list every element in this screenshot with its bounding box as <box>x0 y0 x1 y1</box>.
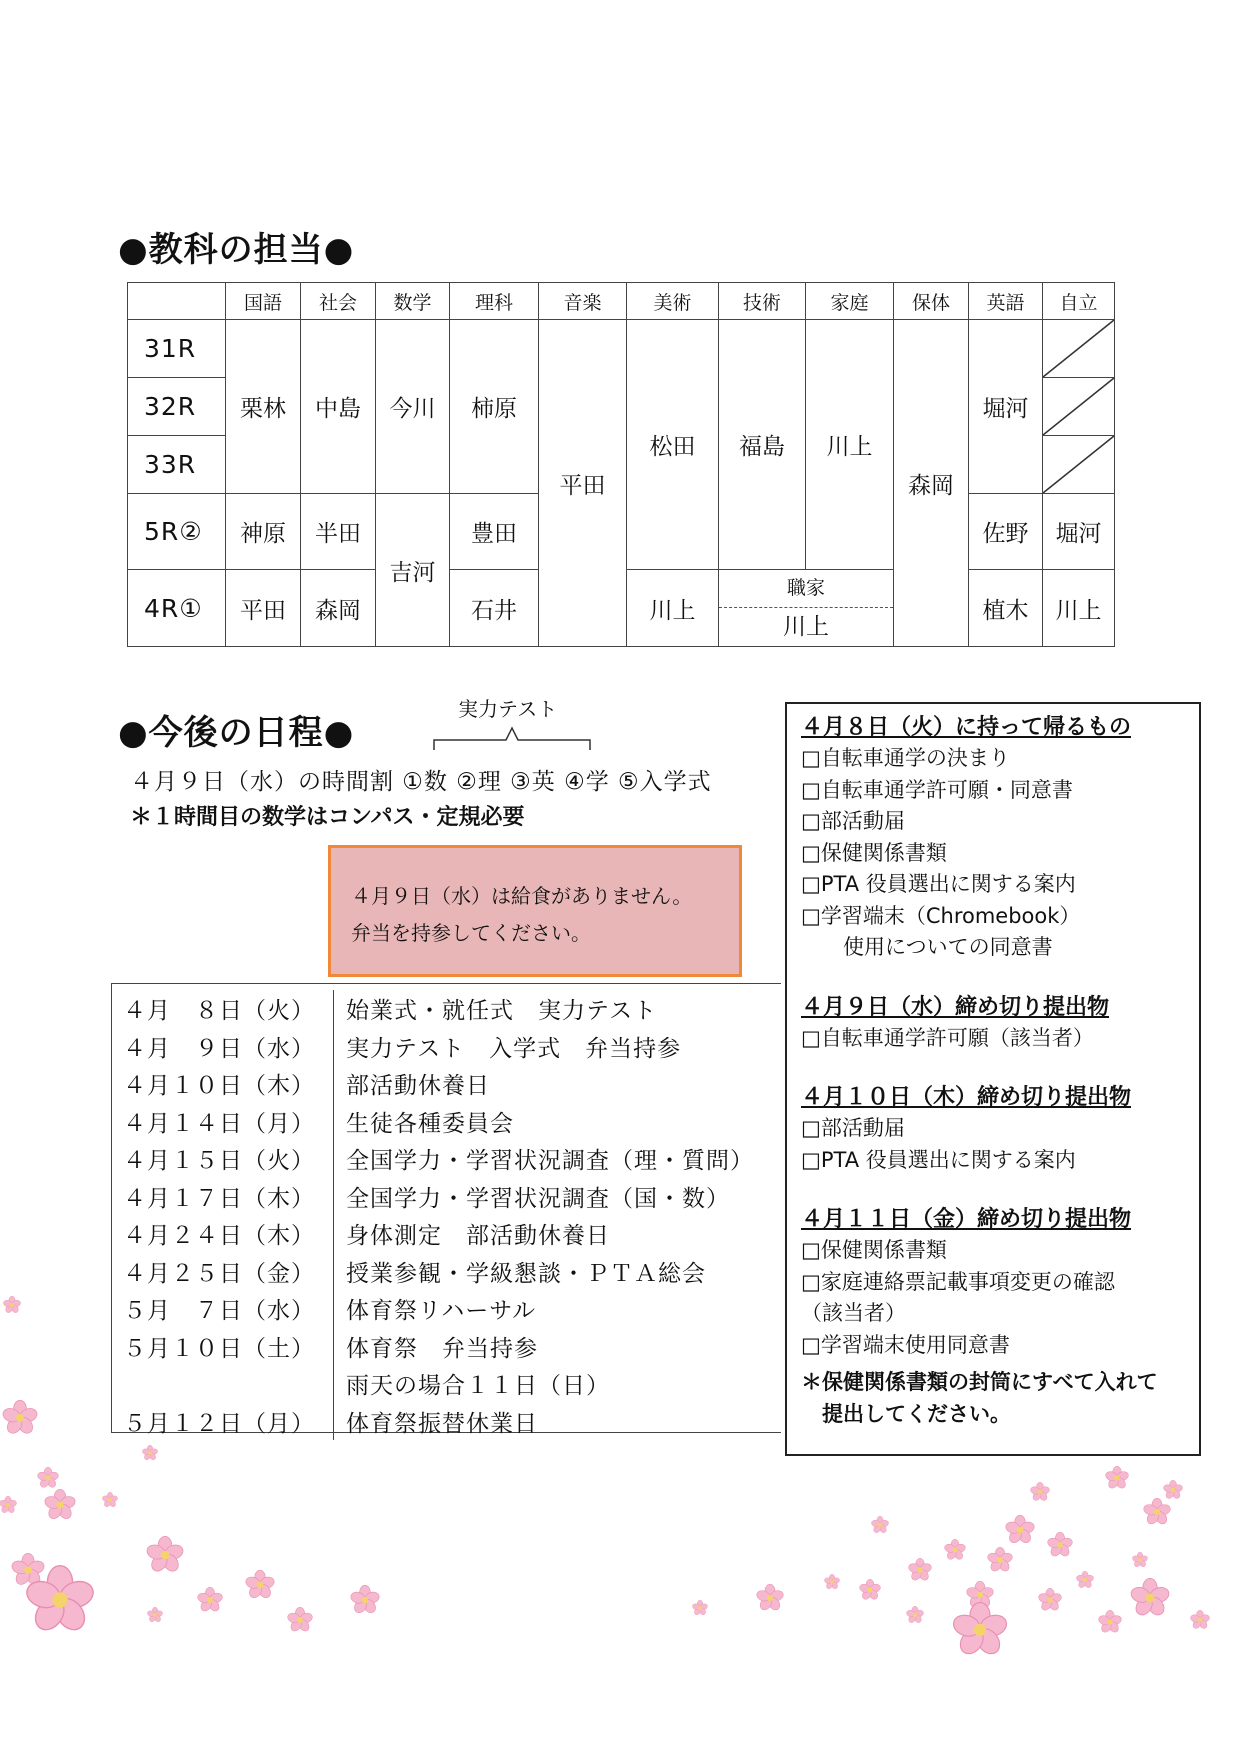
teacher-cell: 豊田 <box>450 494 539 570</box>
blossom-icon <box>1047 1532 1073 1558</box>
schedule-event: 身体測定 部活動休養日 <box>346 1223 610 1250</box>
header-cell: 保体 <box>894 283 969 320</box>
schedule-date <box>111 1365 334 1403</box>
shokka-label: 職家 <box>719 570 893 608</box>
blossom-icon <box>44 1489 76 1521</box>
list-item: □保健関係書類 <box>801 840 947 865</box>
table-row <box>111 1065 781 1103</box>
header-cell: 音楽 <box>539 283 627 320</box>
table-row <box>111 1178 781 1216</box>
blossom-icon <box>1132 1552 1148 1568</box>
blossom-icon <box>824 1574 840 1590</box>
timetable-line: ４月９日（水）の時間割 ①数 ②理 ③英 ④学 ⑤入学式 <box>130 769 712 795</box>
diagonal-cell <box>1043 320 1115 378</box>
blossom-icon <box>906 1606 924 1624</box>
header-corner <box>128 283 226 320</box>
teacher-cell: 佐野 <box>969 494 1043 570</box>
teacher-cell: 平田 <box>539 320 627 647</box>
table-header-row <box>128 283 1115 320</box>
notice-line: ４月９日（水）は給食がありません。 <box>351 884 693 908</box>
blossom-icon <box>1098 1610 1122 1634</box>
table-row <box>111 1365 781 1403</box>
schedule-event: 全国学力・学習状況調査（理・質問） <box>346 1148 754 1175</box>
blossom-icon <box>197 1587 223 1613</box>
blossom-icon <box>1030 1482 1050 1502</box>
blossom-icon <box>37 1467 59 1489</box>
schedule-date: ５月１２日（月） <box>111 1403 334 1441</box>
shokka-teacher: 川上 <box>783 614 829 640</box>
list-item: □保健関係書類 <box>801 1238 947 1262</box>
class-label: 5R② <box>128 494 226 570</box>
teacher-cell: 堀河 <box>969 320 1043 494</box>
teacher-cell: 平田 <box>226 570 301 647</box>
schedule-date: ４月１４日（月） <box>111 1103 334 1141</box>
blossom-icon <box>102 1492 118 1508</box>
list-item: □部活動届 <box>801 809 905 833</box>
blossom-icon <box>944 1539 966 1561</box>
schedule-date: ４月２４日（木） <box>111 1215 334 1253</box>
teacher-cell: 堀河 <box>1043 494 1115 570</box>
header-cell: 数学 <box>376 283 450 320</box>
table-row <box>111 1253 781 1291</box>
blossom-icon <box>1038 1588 1062 1612</box>
test-bracket <box>432 720 592 752</box>
teacher-cell: 松田 <box>627 320 719 570</box>
table-row <box>128 320 1115 378</box>
table-row <box>111 1215 781 1253</box>
blossom-icon <box>871 1516 889 1534</box>
schedule-date: ４月 ８日（火） <box>111 990 334 1028</box>
schedule-event: 体育祭振替休業日 <box>346 1410 538 1437</box>
table-row <box>111 1103 781 1141</box>
compass-note: ＊１時間目の数学はコンパス・定規必要 <box>130 805 525 830</box>
due-apr11-title: ４月１１日（金）締め切り提出物 <box>801 1207 1132 1232</box>
section-title-teachers: ●教科の担当● <box>118 230 355 270</box>
blossom-icon <box>245 1570 275 1600</box>
list-item: （該当者） <box>801 1301 906 1325</box>
due-apr10-title: ４月１０日（木）締め切り提出物 <box>801 1085 1132 1110</box>
class-label: 32R <box>128 378 226 436</box>
table-row <box>111 1328 781 1366</box>
blossom-icon <box>692 1600 708 1616</box>
diagonal-cell <box>1043 378 1115 436</box>
schedule-event: 実力テスト 入学式 弁当持参 <box>346 1035 682 1062</box>
schedule-date: ５月１０日（土） <box>111 1328 334 1366</box>
teacher-cell: 神原 <box>226 494 301 570</box>
list-item: □学習端末（Chromebook） <box>801 903 1081 928</box>
schedule-event: 生徒各種委員会 <box>346 1110 514 1137</box>
schedule-date: ４月１７日（木） <box>111 1178 334 1216</box>
schedule-top-rule <box>111 983 781 984</box>
teacher-cell: 柿原 <box>450 320 539 494</box>
header-cell: 家庭 <box>806 283 894 320</box>
schedule-table <box>111 990 781 1440</box>
header-cell: 理科 <box>450 283 539 320</box>
diagonal-cell <box>1043 436 1115 494</box>
list-item: □自転車通学許可願・同意書 <box>801 777 1073 802</box>
submission-box <box>785 702 1201 1456</box>
header-cell: 英語 <box>969 283 1043 320</box>
schedule-date: ４月１０日（木） <box>111 1065 334 1103</box>
blossom-icon <box>987 1547 1013 1573</box>
table-row <box>111 1028 781 1066</box>
schedule-event: 始業式・就任式 実力テスト <box>346 998 658 1025</box>
blossom-icon <box>25 1565 95 1635</box>
teacher-cell: 川上 <box>1043 570 1115 647</box>
blossom-icon <box>1105 1466 1129 1490</box>
lunch-notice-box <box>328 845 742 977</box>
blossom-icon <box>908 1558 932 1582</box>
schedule-date: ４月２５日（金） <box>111 1253 334 1291</box>
table-row <box>111 1140 781 1178</box>
header-cell: 技術 <box>719 283 806 320</box>
blossom-icon <box>146 1536 184 1574</box>
list-item: □部活動届 <box>801 1116 905 1140</box>
list-item: □PTA 役員選出に関する案内 <box>801 1147 1076 1172</box>
envelope-note: ＊保健関係書類の封筒にすべて入れて <box>801 1370 1158 1394</box>
teacher-cell: 川上 <box>627 570 719 647</box>
blossom-icon <box>0 1496 17 1514</box>
header-cell: 社会 <box>301 283 376 320</box>
teacher-table <box>127 282 1115 647</box>
class-label: 33R <box>128 436 226 494</box>
blossom-icon <box>1005 1515 1035 1545</box>
blossom-icon <box>1190 1610 1210 1630</box>
schedule-date: ４月 ９日（水） <box>111 1028 334 1066</box>
blossom-icon <box>1076 1571 1094 1589</box>
blossom-icon <box>756 1584 784 1612</box>
schedule-event: 体育祭リハーサル <box>346 1298 537 1325</box>
teacher-cell: 今川 <box>376 320 450 494</box>
table-row <box>111 990 781 1028</box>
schedule-date: ４月１５日（火） <box>111 1140 334 1178</box>
envelope-note: 提出してください。 <box>801 1401 1011 1426</box>
section-title-schedule: ●今後の日程● <box>118 713 355 753</box>
teacher-cell: 石井 <box>450 570 539 647</box>
schedule-event: 体育祭 弁当持参 <box>346 1335 538 1362</box>
list-item: □自転車通学の決まり <box>801 746 1010 770</box>
blossom-icon <box>2 1400 38 1436</box>
take-home-title: ４月８日（火）に持って帰るもの <box>801 715 1132 740</box>
teacher-cell: 福島 <box>719 320 806 570</box>
blossom-icon <box>952 1602 1008 1658</box>
header-cell: 美術 <box>627 283 719 320</box>
schedule-event: 全国学力・学習状況調査（国・数） <box>346 1185 730 1212</box>
class-label: 4R① <box>128 570 226 647</box>
test-bracket-label: 実力テスト <box>458 697 558 721</box>
teacher-cell: 森岡 <box>894 320 969 647</box>
blossom-icon <box>859 1579 881 1601</box>
due-apr9-title: ４月９日（水）締め切り提出物 <box>801 994 1110 1020</box>
teacher-cell: 半田 <box>301 494 376 570</box>
notice-line: 弁当を持参してください。 <box>351 921 591 945</box>
teacher-cell: 森岡 <box>301 570 376 647</box>
schedule-event: 授業参観・学級懇談・ＰＴＡ総会 <box>346 1260 706 1287</box>
teacher-cell: 川上 <box>806 320 894 570</box>
header-cell: 自立 <box>1043 283 1115 320</box>
class-label: 31R <box>128 320 226 378</box>
teacher-cell: 栗林 <box>226 320 301 494</box>
list-item: 使用についての同意書 <box>801 935 1053 959</box>
table-row <box>111 1290 781 1328</box>
blossom-icon <box>3 1296 21 1314</box>
blossom-icon <box>142 1445 158 1461</box>
blossom-icon <box>1163 1480 1183 1500</box>
blossom-icon <box>1130 1578 1170 1618</box>
schedule-event: 雨天の場合１１日（日） <box>346 1373 610 1400</box>
teacher-cell: 植木 <box>969 570 1043 647</box>
header-cell: 国語 <box>226 283 301 320</box>
list-item: □家庭連絡票記載事項変更の確認 <box>801 1269 1115 1294</box>
blossom-icon <box>287 1607 313 1633</box>
shokka-cell <box>719 570 894 647</box>
table-row <box>111 1403 781 1441</box>
teacher-cell: 中島 <box>301 320 376 494</box>
schedule-date: ５月 ７日（水） <box>111 1290 334 1328</box>
list-item: □PTA 役員選出に関する案内 <box>801 872 1076 896</box>
list-item: □自転車通学許可願（該当者） <box>801 1025 1094 1050</box>
teacher-cell: 吉河 <box>376 494 450 647</box>
blossom-icon <box>147 1607 163 1623</box>
blossom-icon <box>1143 1498 1171 1526</box>
schedule-event: 部活動休養日 <box>346 1073 490 1100</box>
list-item: □学習端末使用同意書 <box>801 1332 1010 1357</box>
blossom-icon <box>350 1585 380 1615</box>
